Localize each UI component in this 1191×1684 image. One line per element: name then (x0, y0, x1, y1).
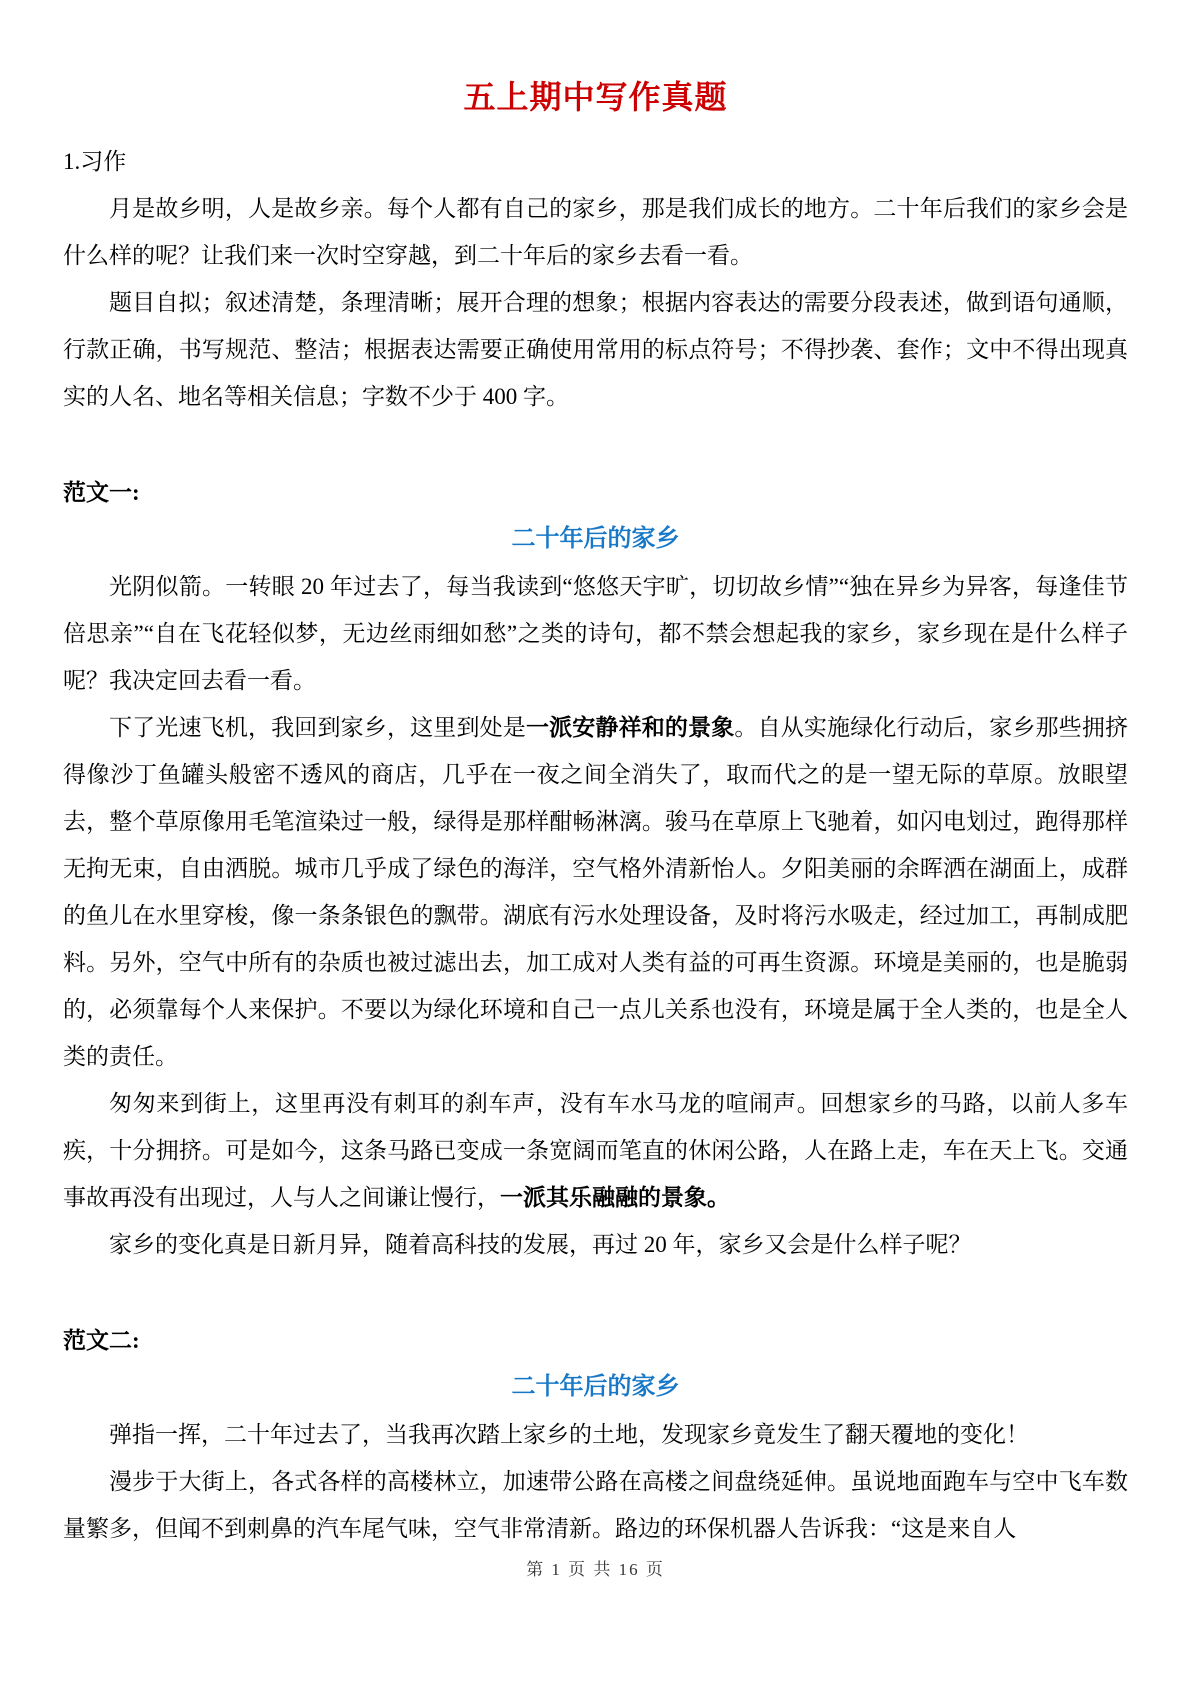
essay-1-paragraph-2-bold-phrase: 一派安静祥和的景象 (525, 715, 735, 740)
essay-2-paragraph-2: 漫步于大街上，各式各样的高楼林立，加速带公路在高楼之间盘绕延伸。虽说地面跑车与空中飞车数量繁多，但闻不到刺鼻的汽车尾气味，空气非常清新。路边的环保机器人告诉我：“这是来自人 (63, 1469, 1128, 1541)
essay-1-paragraph-2 (63, 704, 1128, 1080)
essay-1-paragraph-2-text-start: 下了光速飞机，我回到家乡，这里到处是 (109, 715, 526, 740)
essay-1-paragraph-3-bold-phrase: 一派其乐融融的景象。 (500, 1185, 730, 1210)
essay-2-label: 范文二: (63, 1328, 140, 1353)
essay-1-paragraph-3-text-start: 匆匆来到街上，这里再没有刺耳的刹车声，没有车水马龙的喧闹声。回想家乡的马路，以前人多车疾，十分拥挤。可是如今，这条马路已变成一条宽阔而笔直的休闲公路，人在路上走，车在天上飞。交通事故再没有出现过，人与人之间谦让慢行， (63, 1091, 1128, 1210)
essay-2-title: 二十年后的家乡 (511, 1374, 680, 1400)
page-title: 五上期中写作真题 (463, 79, 728, 115)
intro-paragraph-1: 月是故乡明，人是故乡亲。每个人都有自己的家乡，那是我们成长的地方。二十年后我们的家乡会是什么样的呢？让我们来一次时空穿越，到二十年后的家乡去看一看。 (63, 196, 1128, 268)
intro-paragraph-2: 题目自拟；叙述清楚，条理清晰；展开合理的想象；根据内容表达的需要分段表述，做到语句通顺，行款正确，书写规范、整洁；根据表达需要正确使用常用的标点符号；不得抄袭、套作；文中不得出现真实的人名、地名等相关信息；字数不少于 400 字。 (63, 290, 1128, 409)
essay-2-section (63, 1317, 1128, 1552)
essay-1-title: 二十年后的家乡 (511, 526, 680, 552)
essay-1-label: 范文一: (63, 480, 140, 505)
essay-1-paragraph-4: 家乡的变化真是日新月异，随着高科技的发展，再过 20 年，家乡又会是什么样子呢？ (109, 1232, 972, 1257)
essay-1-section (63, 469, 1128, 1268)
essay-2-paragraph-1: 弹指一挥，二十年过去了，当我再次踏上家乡的土地，发现家乡竟发生了翻天覆地的变化！ (109, 1422, 1029, 1447)
essay-1-paragraph-3 (63, 1080, 1128, 1221)
exercise-section (63, 138, 1128, 420)
exercise-number-label: 1.习作 (63, 149, 127, 174)
essay-1-paragraph-1: 光阴似箭。一转眼 20 年过去了，每当我读到“悠悠天宇旷，切切故乡情”“独在异乡为异客，每逢佳节倍思亲”“自在飞花轻似梦，无边丝雨细如愁”之类的诗句，都不禁会想起我的家乡，家乡现在是什么样子呢？我决定回去看一看。 (63, 574, 1128, 693)
essay-1-paragraph-2-text-end: 。自从实施绿化行动后，家乡那些拥挤得像沙丁鱼罐头般密不透风的商店，几乎在一夜之间全消失了，取而代之的是一望无际的草原。放眼望去，整个草原像用毛笔渲染过一般，绿得是那样酣畅淋漓。骏马在草原上飞驰着，如闪电划过，跑得那样无拘无束，自由洒脱。城市几乎成了绿色的海洋，空气格外清新怡人。夕阳美丽的余晖洒在湖面上，成群的鱼儿在水里穿梭，像一条条银色的飘带。湖底有污水处理设备，及时将污水吸走，经过加工，再制成肥料。另外，空气中所有的杂质也被过滤出去，加工成对人类有益的可再生资源。环境是美丽的，也是脆弱的，必须靠每个人来保护。不要以为绿化环境和自己一点儿关系也没有，环境是属于全人类的，也是全人类的责任。 (63, 715, 1129, 1069)
page-number-footer: 第 1 页 共 16 页 (526, 1560, 665, 1579)
